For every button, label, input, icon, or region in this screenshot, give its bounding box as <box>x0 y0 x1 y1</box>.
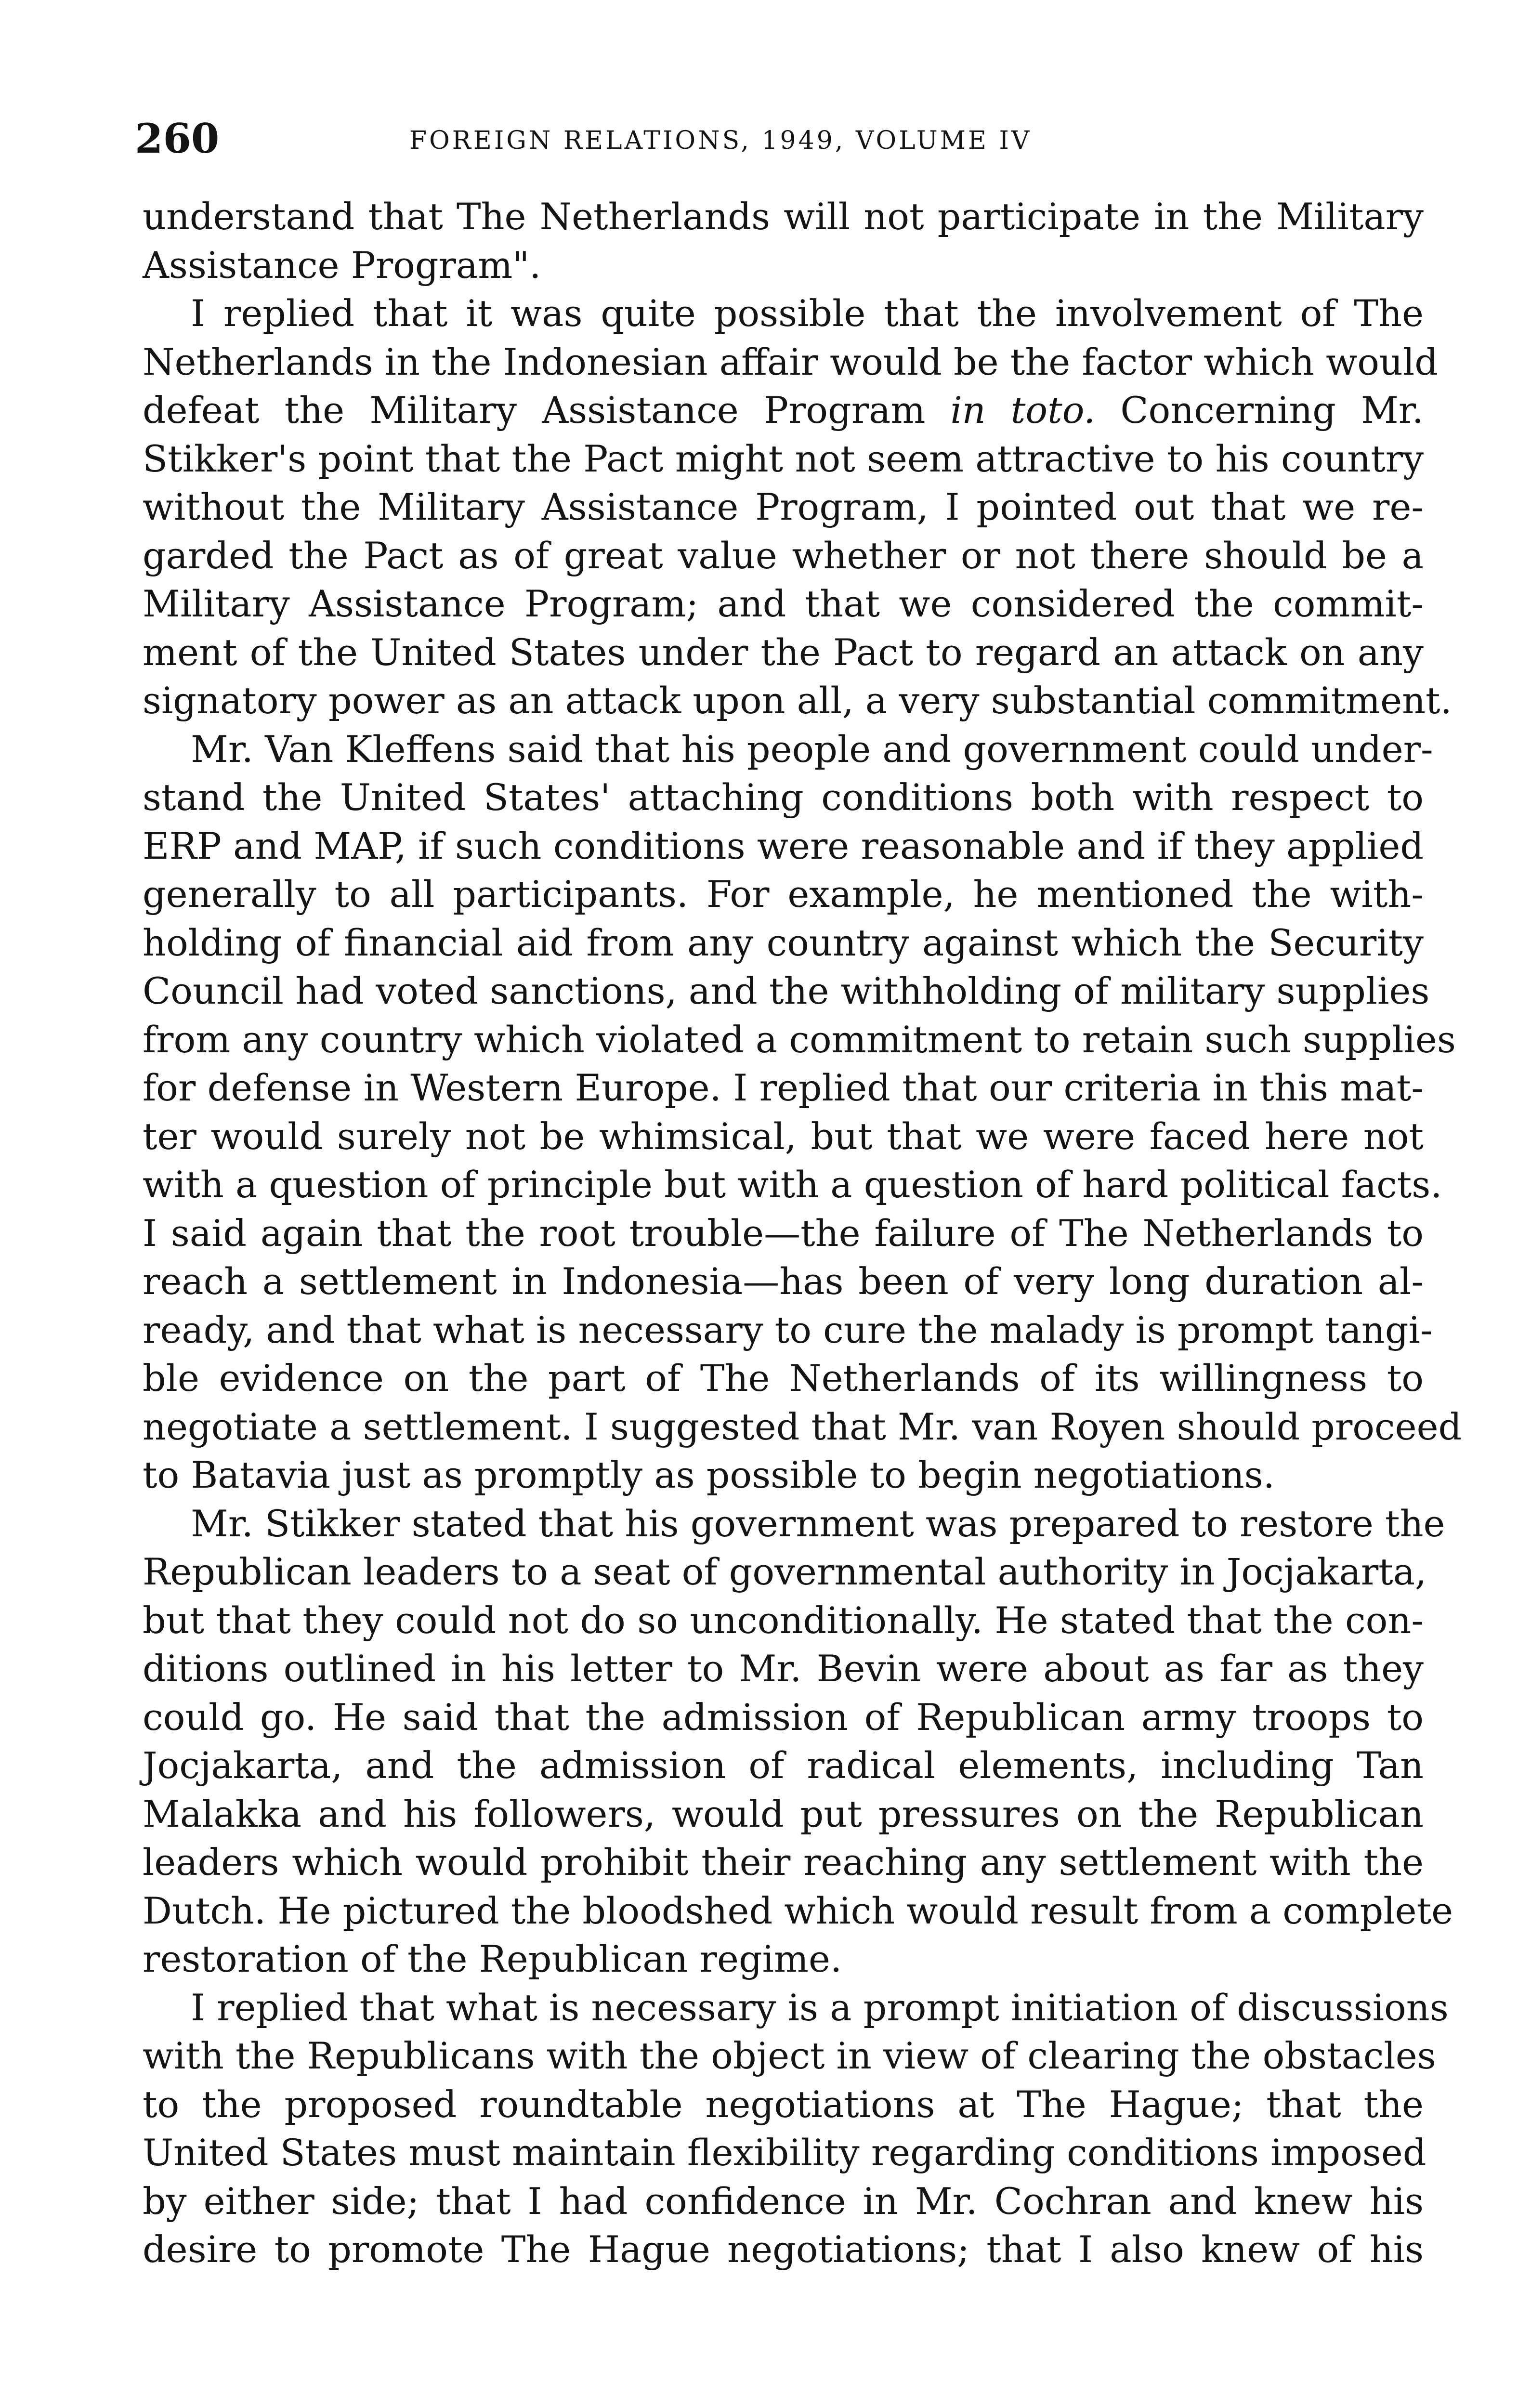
text-line: Assistance Program". <box>143 243 541 287</box>
text-line: holding of financial aid from any country against which the Security <box>143 921 1424 964</box>
text-line: I replied that what is necessary is a prompt initiation of discussions <box>191 1986 1449 2029</box>
text-line: with a question of principle but with a question of hard political facts. <box>143 1163 1442 1206</box>
paragraph <box>143 725 1462 1500</box>
running-title: FOREIGN RELATIONS, 1949, VOLUME IV <box>409 126 1032 155</box>
text-line: Council had voted sanctions, and the withholding of military supplies <box>143 969 1430 1012</box>
page-number: 260 <box>135 115 220 162</box>
text-line: ready, and that what is necessary to cure the malady is prompt tangi- <box>143 1308 1433 1351</box>
body-text <box>143 193 1462 2274</box>
text-line: desire to promote The Hague negotiations; that I also knew of his <box>143 2228 1424 2271</box>
text-line: to the proposed roundtable negotiations at The Hague; that the <box>143 2082 1424 2126</box>
text-line: I said again that the root trouble—the failure of The Netherlands to <box>143 1211 1424 1255</box>
paragraph <box>143 1500 1453 1984</box>
text-line: with the Republicans with the object in view of clearing the obstacles <box>143 2034 1436 2077</box>
text-line: generally to all participants. For example, he mentioned the with- <box>143 873 1424 916</box>
text-line: understand that The Netherlands will not participate in the Military <box>143 195 1424 238</box>
paragraph <box>143 289 1452 725</box>
text-line: from any country which violated a commitment to retain such supplies <box>143 1018 1456 1061</box>
text-line: Netherlands in the Indonesian affair would be the factor which would <box>143 340 1438 383</box>
text-line: negotiate a settlement. I suggested that Mr. van Royen should proceed <box>143 1405 1462 1448</box>
text-line: ment of the United States under the Pact to regard an attack on any <box>143 630 1424 674</box>
text-line: garded the Pact as of great value whether or not there should be a <box>143 534 1424 577</box>
text-line: but that they could not do so unconditionally. He stated that the con- <box>143 1598 1424 1642</box>
text-line: Stikker's point that the Pact might not seem attractive to his country <box>143 437 1424 480</box>
text-line: to Batavia just as promptly as possible to begin negotiations. <box>143 1453 1275 1496</box>
text-line: reach a settlement in Indonesia—has been of very long duration al- <box>143 1260 1424 1303</box>
text-line: ERP and MAP, if such conditions were reasonable and if they applied <box>143 824 1424 867</box>
text-line: United States must maintain flexibility regarding conditions imposed <box>143 2131 1426 2174</box>
italic-phrase: in toto. <box>950 389 1096 432</box>
text-run: Concerning Mr. <box>1095 389 1424 432</box>
text-run: defeat the Military Assistance Program <box>143 389 951 432</box>
text-line: ditions outlined in his letter to Mr. Bevin were about as far as they <box>143 1647 1424 1690</box>
text-line: ble evidence on the part of The Netherlands of its willingness to <box>143 1357 1424 1400</box>
text-line: Mr. Van Kleffens said that his people and government could under- <box>191 727 1433 771</box>
text-line: Mr. Stikker stated that his government was prepared to restore the <box>191 1502 1445 1545</box>
text-line: without the Military Assistance Program, I pointed out that we re- <box>143 485 1424 528</box>
text-line: signatory power as an attack upon all, a very substantial commitment. <box>143 679 1452 722</box>
paragraph <box>143 193 1424 289</box>
text-line: for defense in Western Europe. I replied that our criteria in this mat- <box>143 1066 1424 1109</box>
text-line: Military Assistance Program; and that we considered the commit- <box>143 582 1424 625</box>
text-line: Jocjakarta, and the admission of radical elements, including Tan <box>143 1744 1424 1787</box>
text-line: leaders which would prohibit their reaching any settlement with the <box>143 1841 1424 1884</box>
page-header <box>135 110 1435 168</box>
text-line: Malakka and his followers, would put pressures on the Republican <box>143 1792 1424 1835</box>
text-line: could go. He said that the admission of Republican army troops to <box>143 1695 1424 1739</box>
text-line <box>143 386 1424 435</box>
text-line: Republican leaders to a seat of governmental authority in Jocjakarta, <box>143 1550 1427 1593</box>
text-line: by either side; that I had confidence in Mr. Cochran and knew his <box>143 2179 1424 2223</box>
text-line: I replied that it was quite possible that the involvement of The <box>191 292 1424 335</box>
paragraph <box>143 1984 1449 2274</box>
text-line: stand the United States' attaching conditions both with respect to <box>143 776 1424 819</box>
text-line: Dutch. He pictured the bloodshed which would result from a complete <box>143 1889 1453 1932</box>
text-line: restoration of the Republican regime. <box>143 1937 842 1980</box>
text-line: ter would surely not be whimsical, but that we were faced here not <box>143 1114 1424 1158</box>
